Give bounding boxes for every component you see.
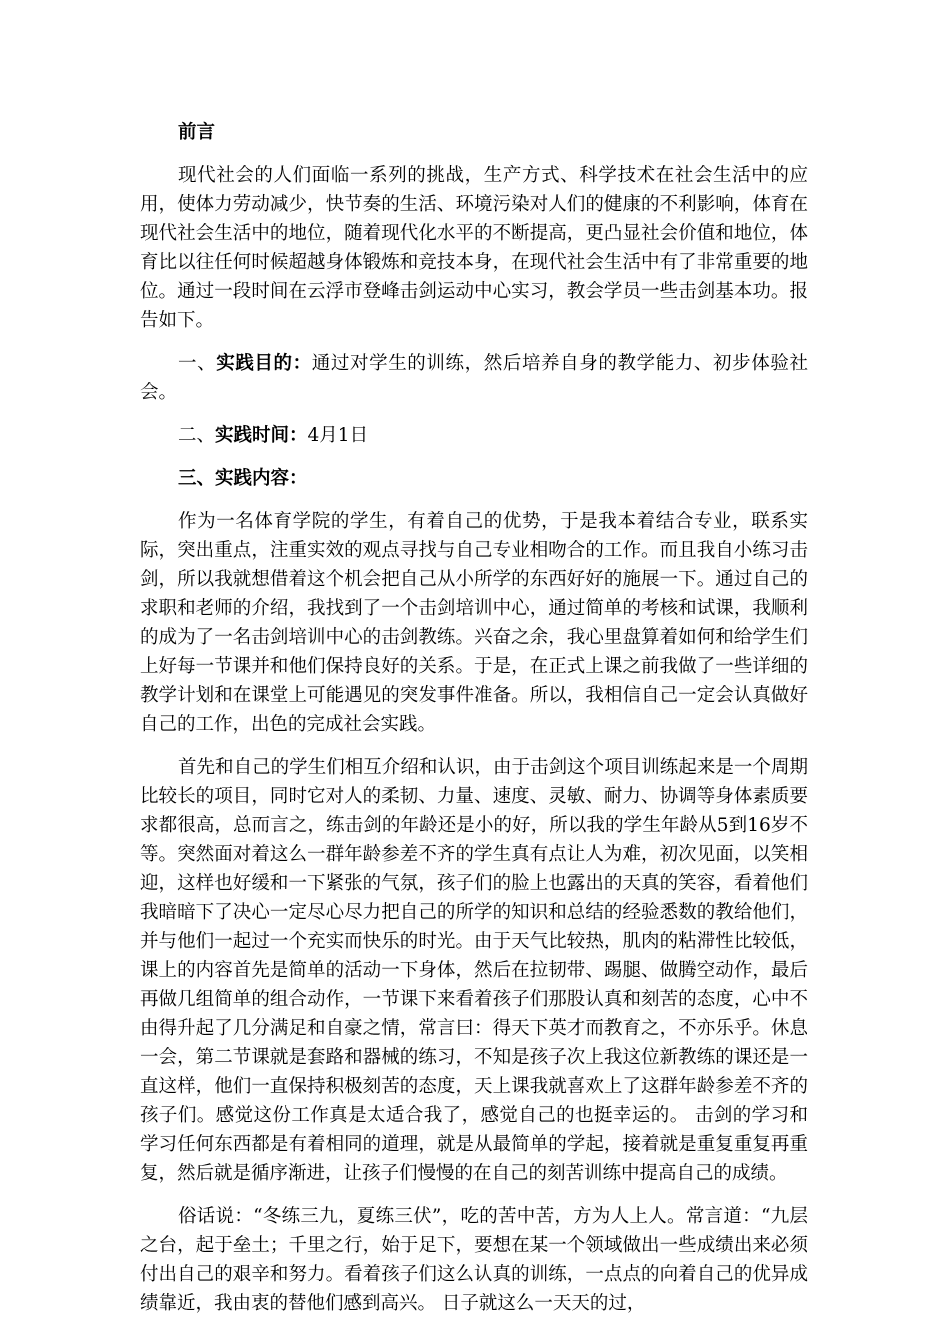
section-purpose-number: 一、 <box>178 353 217 374</box>
preface-title: 前言 <box>178 122 216 143</box>
section-content-heading <box>140 464 808 493</box>
section-purpose-text: 通过对学生的训练，然后培养自身的教学能力、初步体验社会。 <box>140 353 808 403</box>
section-purpose <box>140 349 808 407</box>
section-time-text: 4月1日 <box>307 425 369 446</box>
section-time-number: 二、 <box>178 425 216 446</box>
section-time <box>140 421 808 450</box>
section-purpose-label: 实践目的： <box>216 353 312 374</box>
content-paragraph: 作为一名体育学院的学生，有着自己的优势，于是我本着结合专业，联系实际，突出重点，注重实效的观点寻找与自己专业相吻合的工作。而且我自小练习击剑，所以我就想借着这个机会把自己从小所学的东西好好的施展一下。通过自己的求职和老师的介绍，我找到了一个击剑培训中心，通过简单的考核和试课，我顺利的成为了一名击剑培训中心的击剑教练。兴奋之余，我心里盘算着如何和给学生们上好每一节课并和他们保持良好的关系。于是，在正式上课之前我做了一些详细的教学计划和在课堂上可能遇见的突发事件准备。所以，我相信自己一定会认真做好自己的工作，出色的完成社会实践。 <box>140 511 808 735</box>
content-paragraph: 俗话说：“冬练三九，夏练三伏”，吃的苦中苦，方为人上人。常言道：“九层之台，起于垒土；千里之行，始于足下，要想在某一个领域做出一些成绩出来必须付出自己的艰辛和努力。看着孩子们这么认真的训练，一点点的向着自己的优异成绩靠近，我由衷的替他们感到高兴。 日子就这么一天天的过， <box>140 1206 808 1314</box>
preface-paragraph: 现代社会的人们面临一系列的挑战，生产方式、科学技术在社会生活中的应用，使体力劳动减少，快节奏的生活、环境污染对人们的健康的不利影响，体育在现代社会生活中的地位，随着现代化水平的不断提高，更凸显社会价值和地位，体育比以往任何时候超越身体锻炼和竞技本身，在现代社会生活中有了非常重要的地位。通过一段时间在云浮市登峰击剑运动中心实习，教会学员一些击剑基本功。报告如下。 <box>140 165 808 331</box>
section-content-number: 三、 <box>178 468 216 489</box>
section-time-label: 实践时间： <box>215 425 308 446</box>
section-content-label: 实践内容： <box>215 468 308 489</box>
content-paragraph: 首先和自己的学生们相互介绍和认识，由于击剑这个项目训练起来是一个周期比较长的项目，同时它对人的柔韧、力量、速度、灵敏、耐力、协调等身体素质要求都很高，总而言之，练击剑的年龄还是小的好，所以我的学生年龄从5到16岁不等。突然面对着这么一群年龄参差不齐的学生真有点让人为难，初次见面，以笑相迎，这样也好缓和一下紧张的气氛，孩子们的脸上也露出的天真的笑容，看着他们我暗暗下了决心一定尽心尽力把自己的所学的知识和总结的经验悉数的教给他们，并与他们一起过一个充实而快乐的时光。由于天气比较热，肌肉的粘滞性比较低，课上的内容首先是简单的活动一下身体，然后在拉韧带、踢腿、做腾空动作，最后再做几组简单的组合动作，一节课下来看着孩子们那股认真和刻苦的态度，心中不由得升起了几分满足和自豪之情，常言曰：得天下英才而教育之，不亦乐乎。休息一会，第二节课就是套路和器械的练习，不知是孩子次上我这位新教练的课还是一直这样，他们一直保持积极刻苦的态度，天上课我就喜欢上了这群年龄参差不齐的孩子们。感觉这份工作真是太适合我了，感觉自己的也挺幸运的。 击剑的学习和学习任何东西都是有着相同的道理，就是从最简单的学起，接着就是重复重复再重复，然后就是循序渐进，让孩子们慢慢的在自己的刻苦训练中提高自己的成绩。 <box>140 757 808 1184</box>
document-page <box>140 118 808 1332</box>
